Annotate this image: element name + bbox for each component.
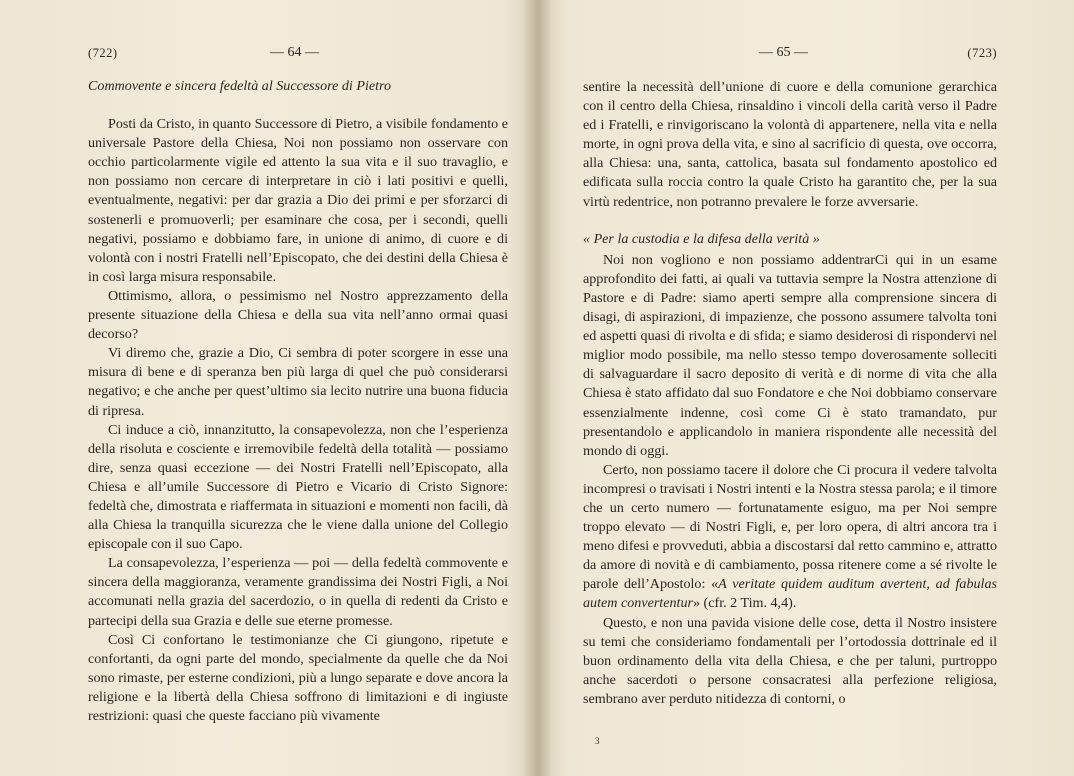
book-gutter — [522, 0, 552, 776]
left-page — [88, 0, 508, 776]
right-last-paragraph: Questo, e non una pavida visione delle cose, detta il Nostro insistere su temi che consideriamo fondamentali per l’ortodossia dottrinale ed il buon ordinamento della vita della Chiesa, e che per taluni, purtroppo anche sacerdoti o persone consacratesi alla perfezione religiosa, sembrano aver perduto nitidezza di contorni, o — [583, 614, 997, 707]
left-section-title: Commovente e sincera fedeltà al Successore di Pietro — [88, 78, 392, 94]
left-page-header — [88, 46, 508, 66]
left-paragraph: Posti da Cristo, in quanto Successore di Pietro, a visibile fondamento e universale Pastore della Chiesa, Noi non possiamo non osservare con occhio particolarmente vigile ed attento la sua vita e il suo travaglio, e non possiamo non cercare di interpretare in ciò i lati positivi e quelli, eventualmente, negativi: per dar grazia a Dio dei primi e per sforzarci di sostenerli e promuoverli; per esaminare che cosa, per i secondi, quelli negativi, possiamo e dobbiamo fare, in unione di animo, di cuore e di volontà con i nostri Fratelli nell’Episcopato, che dei destini della Chiesa è in così larga misura responsabile. — [88, 116, 508, 285]
right-page — [583, 0, 997, 776]
right-section-title: « Per la custodia e la difesa della verità » — [583, 230, 820, 247]
quote-tail-text: » (cfr. 2 Tim. 4,4). — [692, 595, 797, 612]
left-paragraph: La consapevolezza, l’esperienza — poi — della fedeltà commovente e sincera della maggioranza, veramente grandissima dei Nostri Figli, a Noi accomunati nella grazia del sacerdozio, o in quella di redenti da Cristo e partecipi della sua Grazia e delle sue eterne promesse. — [88, 555, 508, 629]
right-page-body — [583, 78, 997, 709]
right-page-header — [583, 46, 997, 66]
right-quote-paragraph — [583, 461, 997, 614]
left-paragraph: Vi diremo che, grazie a Dio, Ci sembra di poter scorgere in esse una misura di bene e di speranza ben più larga di quel che può considerarsi negativo; e che anche per quest’ultimo sia lecito nutrire una buona fiducia di ripresa. — [88, 345, 508, 419]
left-paragraph: Ci induce a ciò, innanzitutto, la consapevolezza, non che l’esperienza della risoluta e cosciente e irremovibile fedeltà della totalità — possiamo dire, senza quasi eccezione — dei Nostri Fratelli nell’Episcopato, alla Chiesa e all’umile Successore di Pietro e Vicario di Cristo Signore: fedeltà che, dimostrata e riaffermata in situazioni e momenti non facili, dà alla Chiesa la tranquilla sicurezza che le viene dalla unione del Collegio episcopale con il suo Capo. — [88, 421, 508, 553]
right-page-number: — 65 — — [759, 45, 808, 60]
quote-lead-text: Certo, non possiamo tacere il dolore che Ci procura il vedere talvolta incompresi o travisati i Nostri intenti e la Nostra stessa parola; e il timore che un certo numero — fortunatamente esiguo, ma per Noi sempre troppo elevato — di Nostri Figli, e, per loro opera, di altri ancora tra i meno difesi e provveduti, abbia a discostarsi dal retto cammino e, attratto da amore di novità e di cambiamento, possa ritenere come a sé rivolte le parole dell’Apostolo: « — [583, 461, 997, 593]
left-page-body — [88, 77, 508, 726]
right-bracket-number: (723) — [967, 46, 997, 60]
latin-quote-text: A veritate quidem auditum avertent, ad fabulas autem convertentur — [583, 576, 997, 612]
left-paragraph: Così Ci confortano le testimonianze che Ci giungono, ripetute e confortanti, da ogni parte del mondo, specialmente da quelle che da Noi sono rimaste, per esterne condizioni, più a lungo separate e dove ancora la religione e la libertà della Chiesa soffrono di limitazioni e di ingiuste restrizioni: quasi che queste facciano più vivamente — [88, 631, 508, 724]
right-paragraph: Noi non vogliono e non possiamo addentrarCi qui in un esame approfondito dei fatti, ai quali va tuttavia sempre la Nostra attenzione di Pastore e di Padre: siamo aperti sempre alla comprensione sincera di disagi, di aspirazioni, di impazienze, che possono assumere talvolta toni ed aspetti quasi di rivolta e di sfida; e siamo desiderosi di rispondervi nel miglior modo possibile, ma nello stesso tempo doverosamente solleciti di salvaguardare il sacro deposito di verità e di norme di vita che alla Chiesa è stato affidato dal suo Fondatore e che Noi dobbiamo conservare essenzialmente indenne, così come Ci è stato tramandato, pur presentandolo e applicandolo in maniera rispondente alle necessità del mondo di oggi. — [583, 251, 997, 459]
left-paragraph: Ottimismo, allora, o pessimismo nel Nostro apprezzamento della presente situazione della Chiesa e della sua vita nell’anno ormai quasi decorso? — [88, 287, 508, 343]
signature-mark: 3 — [595, 736, 600, 746]
left-bracket-number: (722) — [88, 46, 118, 60]
left-page-number: — 64 — — [270, 45, 319, 60]
right-continuation-paragraph: sentire la necessità dell’unione di cuore e della comunione gerarchica con il centro della Chiesa, rinsaldino i vincoli della carità verso il Padre ed i Fratelli, e rinvigoriscano la volontà di appartenere, nella vita e nella morte, in ogni prova della vita, e sino al sacrificio di questa, ove occorra, alla Chiesa: una, santa, cattolica, basata sul fondamento apostolico ed edificata sulla roccia contro la quale Cristo ha garantito che, per la sua virtù redentrice, non potranno prevalere le forze avversarie. — [583, 79, 997, 210]
